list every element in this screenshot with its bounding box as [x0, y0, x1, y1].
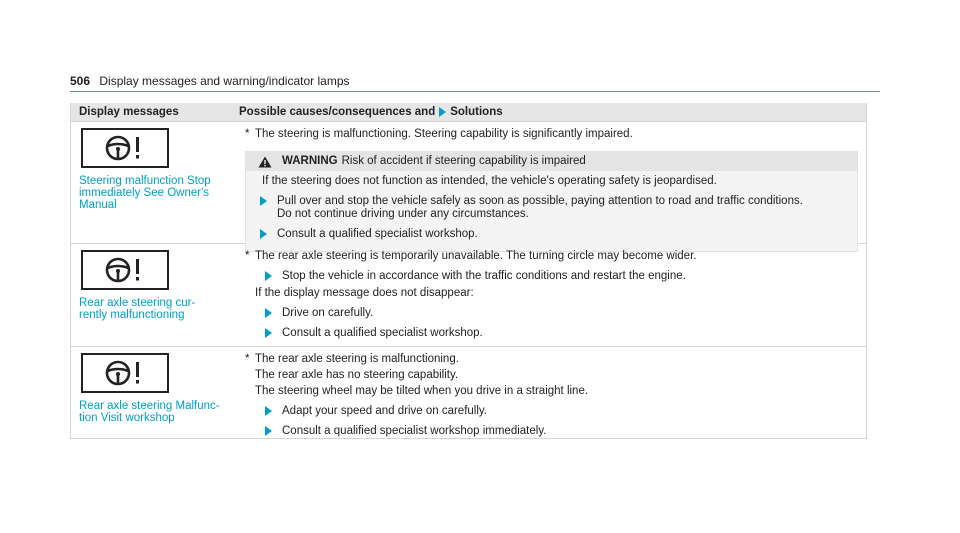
arrow-right-icon: [265, 328, 272, 338]
arrow-right-icon: [260, 196, 267, 206]
warning-title: Risk of accident if steering capability is impaired: [341, 155, 586, 167]
solution-step: Consult a qualified specialist workshop immediately.: [265, 425, 858, 438]
display-message-text: Rear axle steering Malfunc- tion Visit workshop: [79, 400, 220, 424]
col-header-display-messages: Display messages: [79, 106, 179, 118]
col-header-solutions-label: Solutions: [450, 106, 503, 118]
warning-step: Consult a qualified specialist workshop.: [260, 228, 857, 241]
col-header-causes: [231, 106, 866, 118]
messages-table: [70, 103, 867, 439]
page-header: [70, 74, 880, 92]
display-message-text: Steering malfunction Stop immediately See Owner's Manual: [79, 175, 211, 211]
col-header-causes-label: Possible causes/consequences and: [239, 106, 436, 118]
table-row: [71, 346, 866, 438]
table-row: [71, 121, 866, 243]
display-message-cell: [71, 122, 231, 243]
causes-cell: [231, 347, 866, 438]
cause-line: * The rear axle steering is temporarily unavailable. The turning circle may become wider.: [245, 250, 697, 262]
solution-step: Stop the vehicle in accordance with the traffic conditions and restart the engine.: [265, 270, 858, 283]
note-text: If the display message does not disappear:: [255, 287, 474, 299]
solution-step: Drive on carefully.: [265, 307, 858, 320]
warning-box: [245, 151, 858, 252]
warning-header: [246, 152, 857, 171]
arrow-right-icon: [439, 107, 446, 117]
cause-line-2: The rear axle has no steering capability.: [255, 369, 459, 381]
solution-step: Consult a qualified specialist workshop.: [265, 327, 858, 340]
steering-wheel-warning-icon: [81, 353, 169, 393]
warning-triangle-icon: [258, 156, 272, 168]
display-message-cell: [71, 347, 231, 438]
warning-label: WARNING: [282, 155, 338, 167]
arrow-right-icon: [265, 406, 272, 416]
display-message-cell: [71, 244, 231, 346]
cause-line: * The steering is malfunctioning. Steering capability is significantly impaired.: [245, 128, 633, 140]
warning-step: Pull over and stop the vehicle safely as soon as possible, paying attention to road and traffic conditions. Do not continue driving under any circumstances.: [260, 195, 857, 221]
page-number: 506: [70, 74, 91, 88]
steering-wheel-warning-icon: [81, 128, 169, 168]
cause-line-3: The steering wheel may be tilted when you drive in a straight line.: [255, 385, 589, 397]
arrow-right-icon: [260, 229, 267, 239]
display-message-text: Rear axle steering cur- rently malfunctioning: [79, 297, 196, 321]
causes-cell: [231, 122, 866, 243]
warning-body: If the steering does not function as intended, the vehicle's operating safety is jeopardised.: [262, 175, 717, 187]
causes-cell: [231, 244, 866, 346]
arrow-right-icon: [265, 426, 272, 436]
steering-wheel-warning-icon: [81, 250, 169, 290]
cause-line: * The rear axle steering is malfunctioning.: [245, 353, 459, 365]
page-title: Display messages and warning/indicator lamps: [99, 74, 350, 88]
table-header: [71, 103, 866, 121]
solution-step: Adapt your speed and drive on carefully.: [265, 405, 858, 418]
table-row: [71, 243, 866, 346]
arrow-right-icon: [265, 271, 272, 281]
arrow-right-icon: [265, 308, 272, 318]
